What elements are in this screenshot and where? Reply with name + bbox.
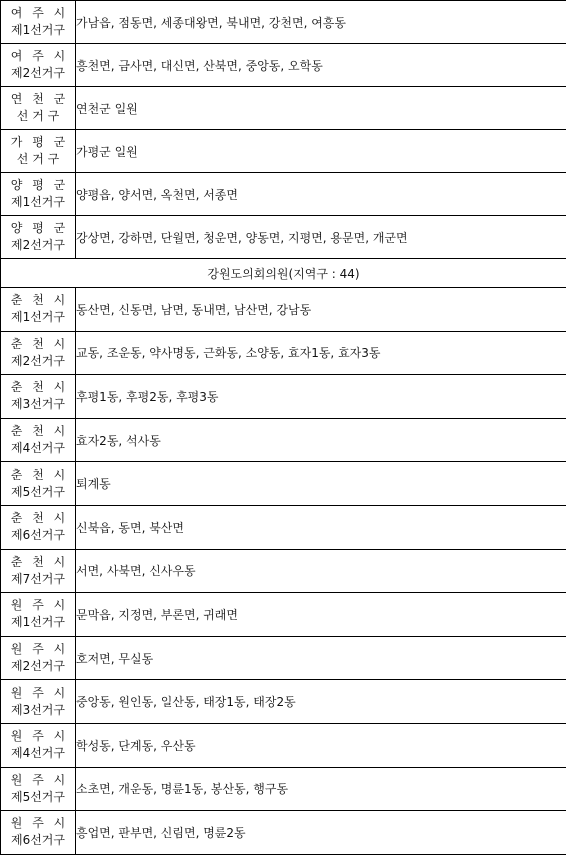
table-row	[1, 418, 566, 462]
district-name-cell	[1, 216, 76, 259]
district-region: 원 주 시	[1, 772, 75, 789]
table-body	[1, 1, 566, 855]
section-header-row	[1, 259, 566, 288]
table-row	[1, 130, 566, 173]
district-number: 제1선거구	[1, 309, 75, 326]
table-row	[1, 216, 566, 259]
district-name-cell	[1, 130, 76, 173]
district-number: 제2선거구	[1, 65, 75, 82]
district-area-cell: 소초면, 개운동, 명륜1동, 봉산동, 행구동	[76, 767, 566, 811]
district-area-cell: 가남읍, 점동면, 세종대왕면, 북내면, 강천면, 여흥동	[76, 1, 566, 44]
district-number: 제1선거구	[1, 194, 75, 211]
district-number: 제2선거구	[1, 237, 75, 254]
district-area-cell: 신북읍, 동면, 북산면	[76, 505, 566, 549]
district-name-cell	[1, 418, 76, 462]
table-row	[1, 680, 566, 724]
district-region: 춘 천 시	[1, 423, 75, 440]
district-name-cell	[1, 593, 76, 637]
district-region: 춘 천 시	[1, 379, 75, 396]
district-name-cell	[1, 87, 76, 130]
district-name-cell	[1, 767, 76, 811]
district-number: 제6선거구	[1, 527, 75, 544]
district-area-cell: 흥천면, 금사면, 대신면, 산북면, 중앙동, 오학동	[76, 44, 566, 87]
district-name-cell	[1, 331, 76, 375]
district-region: 춘 천 시	[1, 336, 75, 353]
table-row	[1, 462, 566, 506]
table-row	[1, 593, 566, 637]
district-number: 선 거 구	[1, 151, 75, 168]
table-row	[1, 549, 566, 593]
table-row	[1, 331, 566, 375]
district-area-cell: 교동, 조운동, 약사명동, 근화동, 소양동, 효자1동, 효자3동	[76, 331, 566, 375]
table-row	[1, 87, 566, 130]
district-area-cell: 동산면, 신동면, 남면, 동내면, 남산면, 강남동	[76, 288, 566, 332]
district-number: 제1선거구	[1, 22, 75, 39]
district-area-cell: 호저면, 무실동	[76, 636, 566, 680]
district-name-cell	[1, 375, 76, 419]
district-name-cell	[1, 44, 76, 87]
district-number: 제4선거구	[1, 440, 75, 457]
district-area-cell: 가평군 일원	[76, 130, 566, 173]
district-name-cell	[1, 1, 76, 44]
district-region: 춘 천 시	[1, 292, 75, 309]
district-region: 원 주 시	[1, 685, 75, 702]
district-area-cell: 효자2동, 석사동	[76, 418, 566, 462]
district-area-cell: 후평1동, 후평2동, 후평3동	[76, 375, 566, 419]
district-area-cell: 문막읍, 지정면, 부론면, 귀래면	[76, 593, 566, 637]
district-name-cell	[1, 288, 76, 332]
district-region: 원 주 시	[1, 815, 75, 832]
district-number: 제5선거구	[1, 484, 75, 501]
district-region: 연 천 군	[1, 91, 75, 108]
table-row	[1, 1, 566, 44]
district-number: 제5선거구	[1, 789, 75, 806]
table-row	[1, 375, 566, 419]
table-row	[1, 723, 566, 767]
district-area-cell: 연천군 일원	[76, 87, 566, 130]
district-name-cell	[1, 680, 76, 724]
district-number: 제2선거구	[1, 353, 75, 370]
table-row	[1, 767, 566, 811]
district-name-cell	[1, 811, 76, 855]
district-region: 춘 천 시	[1, 467, 75, 484]
district-area-cell: 흥업면, 판부면, 신림면, 명륜2동	[76, 811, 566, 855]
district-name-cell	[1, 549, 76, 593]
table-row	[1, 44, 566, 87]
district-region: 춘 천 시	[1, 510, 75, 527]
district-number: 제7선거구	[1, 571, 75, 588]
district-number: 제1선거구	[1, 614, 75, 631]
district-region: 원 주 시	[1, 641, 75, 658]
district-area-cell: 강상면, 강하면, 단월면, 청운면, 양동면, 지평면, 용문면, 개군면	[76, 216, 566, 259]
table-row	[1, 173, 566, 216]
district-area-cell: 학성동, 단계동, 우산동	[76, 723, 566, 767]
district-number: 제4선거구	[1, 745, 75, 762]
district-number: 선 거 구	[1, 108, 75, 125]
district-region: 원 주 시	[1, 728, 75, 745]
district-name-cell	[1, 173, 76, 216]
district-area-cell: 서면, 사북면, 신사우동	[76, 549, 566, 593]
district-region: 춘 천 시	[1, 554, 75, 571]
district-region: 여 주 시	[1, 5, 75, 22]
district-area-cell: 양평읍, 양서면, 옥천면, 서종면	[76, 173, 566, 216]
table-row	[1, 505, 566, 549]
district-region: 원 주 시	[1, 597, 75, 614]
section-title: 강원도의회의원(지역구 : 44)	[1, 259, 566, 288]
district-name-cell	[1, 505, 76, 549]
district-name-cell	[1, 636, 76, 680]
district-region: 가 평 군	[1, 134, 75, 151]
district-region: 여 주 시	[1, 48, 75, 65]
table-row	[1, 288, 566, 332]
district-number: 제3선거구	[1, 396, 75, 413]
district-name-cell	[1, 462, 76, 506]
district-region: 양 평 군	[1, 220, 75, 237]
district-region: 양 평 군	[1, 177, 75, 194]
district-number: 제6선거구	[1, 832, 75, 849]
district-number: 제3선거구	[1, 702, 75, 719]
table-row	[1, 811, 566, 855]
district-name-cell	[1, 723, 76, 767]
district-number: 제2선거구	[1, 658, 75, 675]
district-area-cell: 중앙동, 원인동, 일산동, 태장1동, 태장2동	[76, 680, 566, 724]
table-row	[1, 636, 566, 680]
district-area-cell: 퇴계동	[76, 462, 566, 506]
